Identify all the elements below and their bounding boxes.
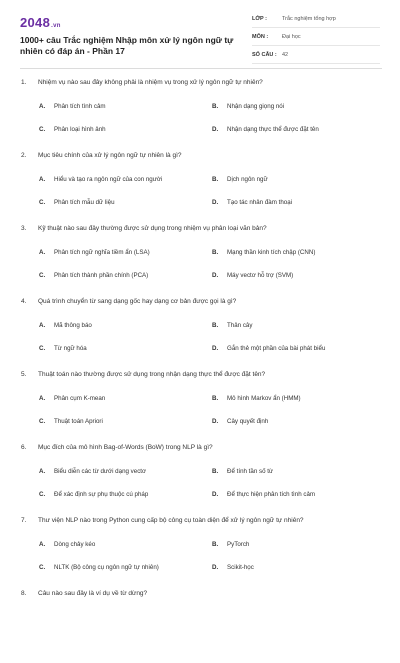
option-text: Thân cây [227,322,253,329]
site-logo[interactable] [20,15,61,30]
question-number: 3. [21,225,27,232]
question-list [0,79,400,663]
option-text: Phân loại hình ảnh [54,126,106,133]
question-stem [21,79,263,86]
option-b[interactable] [212,468,273,475]
option-a[interactable] [39,249,150,256]
meta-key: SỐ CÂU : [252,52,277,58]
option-a[interactable] [39,468,146,475]
option-text: Tạo tác nhân đàm thoại [227,199,293,206]
option-text: Cây quyết định [227,418,269,425]
header-divider [20,68,382,69]
question-text: Kỹ thuật nào sau đây thường được sử dụng trong nhiệm vụ phân loại văn bản? [38,225,267,232]
option-text: Dịch ngôn ngữ [227,176,268,183]
option-letter: C. [39,126,46,133]
option-text: Phân tích ngữ nghĩa tiềm ẩn (LSA) [54,249,150,256]
option-letter: B. [212,395,219,402]
option-text: Để thực hiện phân tích tình cảm [227,491,316,498]
question-text: Câu nào sau đây là ví dụ về từ dừng? [38,590,148,597]
option-letter: A. [39,468,46,475]
option-letter: D. [212,418,219,425]
option-text: Hiểu và tạo ra ngôn ngữ của con người [54,176,163,183]
option-text: Phân tích tình cảm [54,103,106,110]
option-text: Mã thông báo [54,322,92,329]
option-text: NLTK (Bộ công cụ ngôn ngữ tự nhiên) [54,564,159,571]
meta-row-count [252,48,380,64]
option-d[interactable] [212,199,292,206]
option-d[interactable] [212,126,319,133]
question-stem [21,444,213,451]
option-text: Dòng chảy kéo [54,541,96,548]
option-letter: A. [39,395,46,402]
option-text: Gắn thẻ một phần của bài phát biểu [227,345,326,352]
option-d[interactable] [212,272,293,279]
option-letter: D. [212,199,219,206]
question-item [0,590,400,663]
option-letter: D. [212,564,219,571]
option-c[interactable] [39,418,103,425]
question-stem [21,152,182,159]
option-text: Thuật toán Apriori [54,418,103,425]
option-text: PyTorch [227,541,250,548]
option-letter: A. [39,176,46,183]
option-letter: C. [39,564,46,571]
meta-value: Trắc nghiệm tổng hợp [282,16,336,22]
question-item [0,298,400,371]
question-number: 7. [21,517,27,524]
meta-value: Đại học [282,34,301,40]
question-item [0,517,400,590]
option-c[interactable] [39,272,148,279]
option-text: Mô hình Markov ẩn (HMM) [227,395,301,402]
option-text: Để xác định sự phụ thuộc cú pháp [54,491,149,498]
option-letter: D. [212,491,219,498]
option-text: Để tính tần số từ [227,468,274,475]
option-b[interactable] [212,322,252,329]
question-number: 1. [21,79,27,86]
question-text: Thư viện NLP nào trong Python cung cấp bộ công cụ toàn diện để xử lý ngôn ngữ tự nhiên? [38,517,304,524]
option-letter: D. [212,126,219,133]
option-text: Phân cụm K-mean [54,395,106,402]
question-text: Thuật toán nào thường được sử dụng trong nhận dạng thực thể được đặt tên? [38,371,266,378]
option-letter: C. [39,199,46,206]
question-text: Nhiệm vụ nào sau đây không phải là nhiệm vụ trong xử lý ngôn ngữ tự nhiên? [38,79,263,86]
option-c[interactable] [39,491,148,498]
option-letter: B. [212,468,219,475]
option-letter: A. [39,249,46,256]
option-a[interactable] [39,322,92,329]
meta-key: MÔN : [252,34,269,40]
option-a[interactable] [39,103,106,110]
question-stem [21,225,267,232]
question-text: Mục đích của mô hình Bag-of-Words (BoW) trong NLP là gì? [38,444,213,451]
logo-tld: .vn [51,23,61,29]
option-b[interactable] [212,176,268,183]
option-text: Biểu diễn các từ dưới dạng vectơ [54,468,147,475]
option-letter: C. [39,345,46,352]
option-letter: B. [212,103,219,110]
option-letter: A. [39,103,46,110]
question-stem [21,590,147,597]
option-a[interactable] [39,541,95,548]
question-stem [21,517,304,524]
question-text: Quá trình chuyển từ sang dạng gốc hay dạng cơ bản được gọi là gì? [38,298,237,305]
option-text: Phân tích mẫu dữ liệu [54,199,115,206]
question-number: 2. [21,152,27,159]
option-text: Scikit-học [227,564,254,571]
meta-row-subject [252,30,380,46]
option-letter: C. [39,418,46,425]
option-text: Máy vectơ hỗ trợ (SVM) [227,272,294,279]
option-text: Mạng thần kinh tích chập (CNN) [227,249,316,256]
option-d[interactable] [212,564,254,571]
option-a[interactable] [39,395,105,402]
question-number: 4. [21,298,27,305]
option-letter: D. [212,272,219,279]
option-text: Nhận dạng thực thể được đặt tên [227,126,319,133]
question-text: Mục tiêu chính của xử lý ngôn ngữ tự nhiên là gì? [38,152,182,159]
meta-row-class [252,12,380,28]
document-title: 1000+ câu Trắc nghiệm Nhập môn xử lý ngôn ngữ tự nhiên có đáp án - Phần 17 [20,35,234,56]
option-letter: B. [212,322,219,329]
option-a[interactable] [39,176,162,183]
option-d[interactable] [212,418,268,425]
meta-value: 42 [282,52,289,58]
question-item [0,444,400,517]
option-letter: B. [212,541,219,548]
option-b[interactable] [212,395,301,402]
logo-text: 2048 [20,15,51,30]
option-letter: B. [212,249,219,256]
option-c[interactable] [39,345,87,352]
option-letter: C. [39,491,46,498]
option-letter: C. [39,272,46,279]
option-b[interactable] [212,249,315,256]
question-item [0,225,400,298]
option-c[interactable] [39,564,159,571]
option-letter: B. [212,176,219,183]
question-number: 5. [21,371,27,378]
option-b[interactable] [212,103,284,110]
question-item [0,152,400,225]
option-d[interactable] [212,345,325,352]
option-text: Nhận dạng giọng nói [227,103,285,110]
option-b[interactable] [212,541,249,548]
question-number: 6. [21,444,27,451]
option-text: Từ ngữ hóa [54,345,87,352]
question-item [0,371,400,444]
document-meta [252,12,380,66]
option-letter: A. [39,322,46,329]
option-c[interactable] [39,126,106,133]
question-stem [21,371,265,378]
question-item [0,79,400,152]
document-header [0,0,400,66]
meta-key: LỚP : [252,16,267,22]
option-c[interactable] [39,199,115,206]
question-number: 8. [21,590,27,597]
option-letter: D. [212,345,219,352]
option-d[interactable] [212,491,315,498]
question-stem [21,298,236,305]
option-letter: A. [39,541,46,548]
option-text: Phân tích thành phần chính (PCA) [54,272,149,279]
